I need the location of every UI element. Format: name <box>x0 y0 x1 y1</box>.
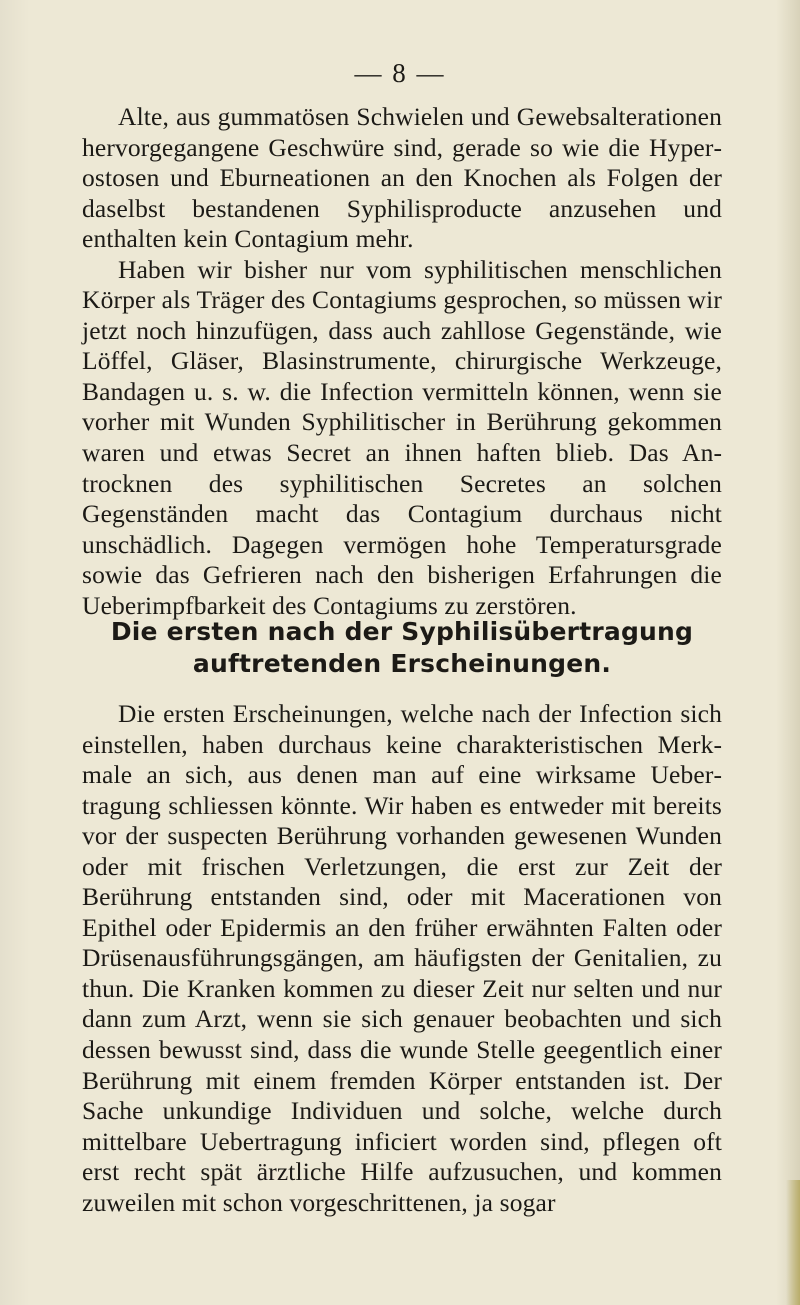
paragraph: Die ersten Erscheinungen, welche nach der Infection sich einstellen, haben durchaus keine charakteristischen Merkmale an sich, aus denen man auf eine wirksame Uebertragung schliessen könnte. Wir haben es entweder mit bereits vor der suspecten Berührung vorhanden gewesenen Wunden oder mit frischen Verletzungen, die erst zur Zeit der Berührung entstanden sind, oder mit Macerationen von Epithel oder Epidermis an den früher erwähnten Falten oder Drüsenausführungsgängen, am häufigsten der Genitalien, zu thun. Die Kranken kommen zu dieser Zeit nur selten und nur dann zum Arzt, wenn sie sich genauer beobachten und sich dessen bewusst sind, dass die wunde Stelle geegentlich einer Berührung mit einem fremden Körper entstanden ist. Der Sache unkundige Individuen und solche, welche durch mittelbare Uebertragung inficiert worden sind, pflegen oft erst recht spät ärztliche Hilfe aufzusuchen, und kommen zuweilen mit schon vorgeschrittenen, ja sogar <box>82 699 722 1217</box>
section-heading <box>82 616 722 680</box>
text-block-before-heading <box>82 102 722 621</box>
page-number-header: — 8 — <box>354 58 446 88</box>
paragraph: Haben wir bisher nur vom syphilitischen menschlichen Körper als Träger des Contagiums gesprochen, so müssen wir jetzt noch hinzufügen, dass auch zahllose Gegenstände, wie Löffel, Gläser, Blasinstrumente, chirurgische Werkzeuge, Bandagen u. s. w. die Infection vermitteln können, wenn sie vorher mit Wunden Syphilitischer in Berührung gekommen waren und etwas Secret an ihnen haften blieb. Das Antrocknen des syphilitischen Secretes an solchen Gegenständen macht das Contagium durchaus nicht unschädlich. Dagegen vermögen hohe Temperatursgrade sowie das Gefrieren nach den bisherigen Erfahrungen die Ueberimpfbarkeit des Contagiums zu zerstören. <box>82 254 722 620</box>
paragraph: Alte, aus gummatösen Schwielen und Gewebsalterationen hervorgegangene Geschwüre sind, gerade so wie die Hyperostosen und Eburneationen an den Knochen als Folgen der daselbst bestandenen Syphilisproducte anzusehen und enthalten kein Contagium mehr. <box>82 102 722 254</box>
page-edge-shadow <box>786 1180 800 1305</box>
section-heading-line-1: Die ersten nach der Syphilisübertragung <box>110 617 694 646</box>
section-heading-line-2: auftretenden Erscheinungen. <box>192 649 612 678</box>
text-block-after-heading <box>82 699 722 1218</box>
